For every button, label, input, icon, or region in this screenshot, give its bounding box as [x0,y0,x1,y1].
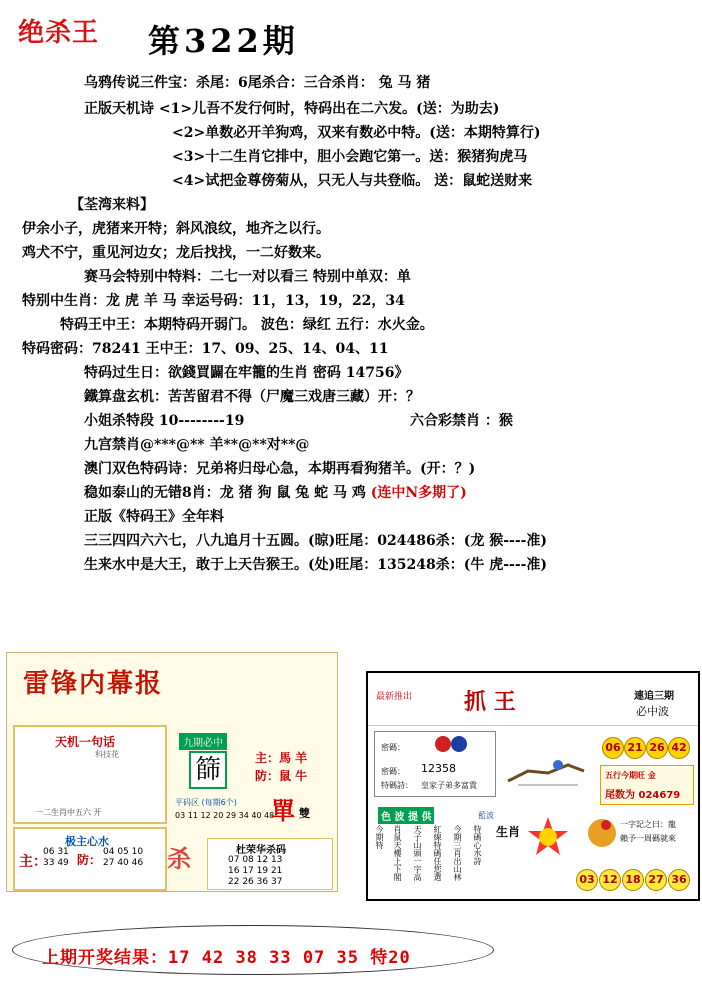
tianji-sub: 科技花 [95,750,119,759]
tema-label: 特碼詩： [381,781,413,790]
mima-label-top: 密碼： [381,743,405,752]
weishu-text: 尾数为 024679 [605,790,681,801]
horse-illustration [498,743,594,793]
zhuawang-panel [366,671,700,901]
bottom-ball: 36 [668,869,690,891]
line-5: <4>试把金尊傍菊从，只无人与共登临。 送：鼠蛇送财来 [172,173,533,189]
line-16: 九宫禁肖@***@** 羊**@**对**@ [84,437,310,453]
line-4: <3>十二生肖它排中，胆小会跑它第一。送：猴猪狗虎马 [172,149,528,165]
zhu2: 主：馬 羊 [255,751,308,765]
top-ball: 26 [646,737,668,759]
sha-row-1: 07 08 12 13 [228,855,283,865]
tianji-box [13,725,167,824]
poem-col-3: 天子山頭一字高 [413,825,422,881]
line-18-highlight: (连中N多期了) [370,485,467,501]
line-15b: 六合彩禁肖 ：猴 [410,413,513,429]
ball-icon [435,736,451,752]
line-18-text: 稳如泰山的无错8肖：龙 猪 狗 鼠 兔 蛇 马 鸡 [84,485,366,501]
poem-col-4: 紅線特碼任您選 [433,825,442,881]
fang-numbers: 04 05 10 27 40 46 [103,847,144,868]
wuxing-box [600,765,694,805]
line-9: 赛马会特别中特料：二七一对以看三 特别中单双：单 [84,269,411,285]
horse-icon [498,743,594,793]
dan-char: 單 [271,796,295,825]
mima-value: 12358 [421,762,456,775]
zhuawang-tag: 最新推出 [376,692,413,702]
line-3: <2>单数必开羊狗鸡，双来有数必中特。(送：本期特算行) [172,125,541,141]
line-10: 特别中生肖：龙 虎 羊 马 幸运号码：11，13，19，22，34 [22,293,405,309]
bailiao-box [13,827,167,891]
bottom-ball: 12 [599,869,621,891]
brand-title: 绝杀王 [18,18,100,48]
poem-col-1: 今期特 [375,825,384,849]
mima-box [374,731,496,797]
sha-char: 杀 [167,844,191,873]
line-6: 【荃湾来料】 [70,197,154,213]
poem-col-5: 今期三肖出山林 [453,825,462,881]
shuang-char: 雙 [299,807,310,820]
bottom-ball: 27 [645,869,667,891]
lianzhui-label: 連追三期 [634,691,674,702]
tema-value: 皇家子弟多富貴 [421,781,477,790]
poem-box [374,825,494,891]
seba-label: 色 波 提 供 [378,807,434,824]
bottom-ball: 18 [622,869,644,891]
line-19: 正版《特码王》全年料 [84,509,224,525]
mima-label: 密碼： [381,767,405,776]
footer-note: 一二生肖中五六 开 [35,808,102,817]
shama-box [207,838,333,890]
zhu-label: 主： [19,854,47,870]
line-13: 特码过生日：欲錢買闢在牢籠的生肖 密码 14756》 [84,365,409,381]
pingma-numbers: 03 11 12 20 29 34 40 48 [175,811,275,820]
sun-icon [528,817,568,857]
ball-icon [451,736,467,752]
line-11: 特码王中王：本期特码开弱门。 波色：绿红 五行：水火金。 [60,317,434,333]
top-ball: 42 [668,737,690,759]
fang-label: 防： [77,853,102,867]
rooster-icon [584,813,620,853]
seba-value: 藍波 [478,811,494,820]
bizhong-label: 必中波 [636,705,669,718]
line-18 [84,482,467,502]
line-20: 三三四四六六七，八九追月十五圆。(晾)旺尾：024486杀：(龙 猴----准) [84,533,548,549]
tianji-heading: 天机一句话 [55,735,116,749]
shiji-text: 一字記之曰：龍 [620,820,676,829]
sha-row-3: 22 26 36 37 [228,877,283,887]
line-8: 鸡犬不宁，重见河边女；龙后找找，一二好数来。 [22,245,330,261]
line-15a: 小姐杀特段 10--------19 [84,413,245,429]
wuxing-text: 五行今期旺 金 [605,771,656,780]
zhuawang-title: 抓 王 [464,689,516,715]
top-ball: 21 [624,737,646,759]
line-1: 乌鸦传说三件宝：杀尾：6尾杀合：三合杀肖： 兔 马 猪 [84,75,431,91]
zhu-numbers: 06 31 33 49 [43,847,69,868]
line-21: 生来水中是大王，敢于上天告猴王。(处)旺尾：135248杀：(牛 虎----准) [84,557,548,573]
jiuqi-box [167,725,331,835]
line-7: 伊余小子，虎猪来开特；斜风浪纹，地齐之以行。 [22,221,330,237]
line-12: 特码密码：78241 王中王：17、09、25、14、04、11 [22,341,389,357]
jiuqi-heading: 九期必中 [179,733,227,750]
leifeng-panel [6,652,338,892]
issue-number: 第322期 [148,22,299,60]
poem-col-2: 肖鼠天樓上下閣 [393,825,402,881]
line-17: 澳门双色特码诗：兄弟将归母心急，本期再看狗猪羊。(开：？) [84,461,476,477]
last-result: 上期开奖结果：17 42 38 33 07 35 特20 [42,948,411,968]
fang2: 防：鼠 牛 [255,769,308,783]
poem-col-6: 特碼心水詩 [473,825,482,865]
jiuqi-char: 篩 [189,751,227,789]
bailiao-heading: 极主心水 [65,835,109,848]
line-14: 鐵算盘玄机：苦苦留君不得（尸魔三戏唐三藏）开：？ [84,389,420,405]
sha-row-2: 16 17 19 21 [228,866,283,876]
leifeng-title: 雷锋内幕报 [23,669,164,699]
shama-heading: 杜荣华杀码 [236,845,286,856]
bottom-note: 賴予一周碼就來 [620,834,676,843]
top-ball: 06 [602,737,624,759]
bottom-ball: 03 [576,869,598,891]
pingma-label: 平码区 (每期6个) [175,798,237,807]
line-2: 正版天机诗 <1>儿吾不发行何时，特码出在二六发。(送：为助去) [84,101,500,117]
shengxiao-label: 生肖 [496,825,521,839]
